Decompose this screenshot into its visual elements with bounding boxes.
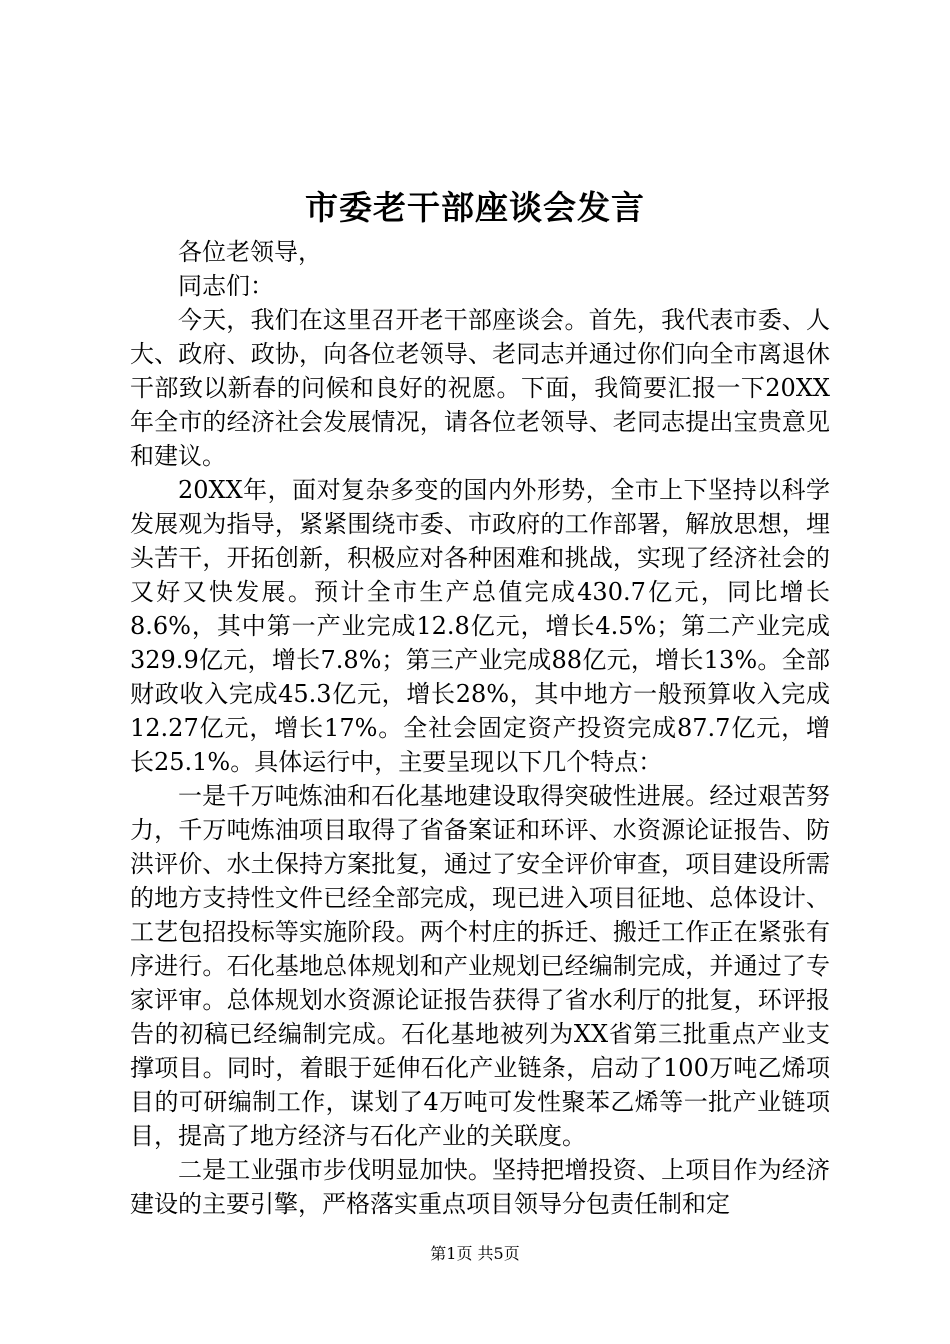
document-title: 市委老干部座谈会发言 [305,188,645,227]
body-paragraph: 20XX年，面对复杂多变的国内外形势，全市上下坚持以科学发展观为指导，紧紧围绕市委、市政府的工作部署，解放思想，埋头苦干，开拓创新，积极应对各种困难和挑战，实现了经济社会的又好又快发展。预计全市生产总值完成430.7亿元，同比增长8.6%，其中第一产业完成12.8亿元，增长4.5%；第二产业完成329.9亿元，增长7.8%；第三产业完成88亿元，增长13%。全部财政收入完成45.3亿元，增长28%，其中地方一般预算收入完成12.27亿元，增长17%。全社会固定资产投资完成87.7亿元，增长25.1%。具体运行中，主要呈现以下几个特点： [130,476,830,776]
document-body [130,235,830,1221]
body-paragraph: 二是工业强市步伐明显加快。坚持把增投资、上项目作为经济建设的主要引擎，严格落实重点项目领导分包责任制和定 [130,1156,830,1218]
page-number-footer: 第1页 共5页 [430,1244,520,1263]
body-paragraph: 一是千万吨炼油和石化基地建设取得突破性进展。经过艰苦努力，千万吨炼油项目取得了省备案证和环评、水资源论证报告、防洪评价、水土保持方案批复，通过了安全评价审查，项目建设所需的地方支持性文件已经全部完成，现已进入项目征地、总体设计、工艺包招投标等实施阶段。两个村庄的拆迁、搬迁工作正在紧张有序进行。石化基地总体规划和产业规划已经编制完成，并通过了专家评审。总体规划水资源论证报告获得了省水利厅的批复，环评报告的初稿已经编制完成。石化基地被列为XX省第三批重点产业支撑项目。同时，着眼于延伸石化产业链条，启动了100万吨乙烯项目的可研编制工作，谋划了4万吨可发性聚苯乙烯等一批产业链项目，提高了地方经济与石化产业的关联度。 [130,782,830,1150]
salutation-line: 各位老领导， [178,238,322,266]
body-paragraph: 今天，我们在这里召开老干部座谈会。首先，我代表市委、人大、政府、政协，向各位老领导、老同志并通过你们向全市离退休干部致以新春的问候和良好的祝愿。下面，我简要汇报一下20XX年全市的经济社会发展情况，请各位老领导、老同志提出宝贵意见和建议。 [130,306,830,470]
salutation-line: 同志们： [178,272,274,300]
